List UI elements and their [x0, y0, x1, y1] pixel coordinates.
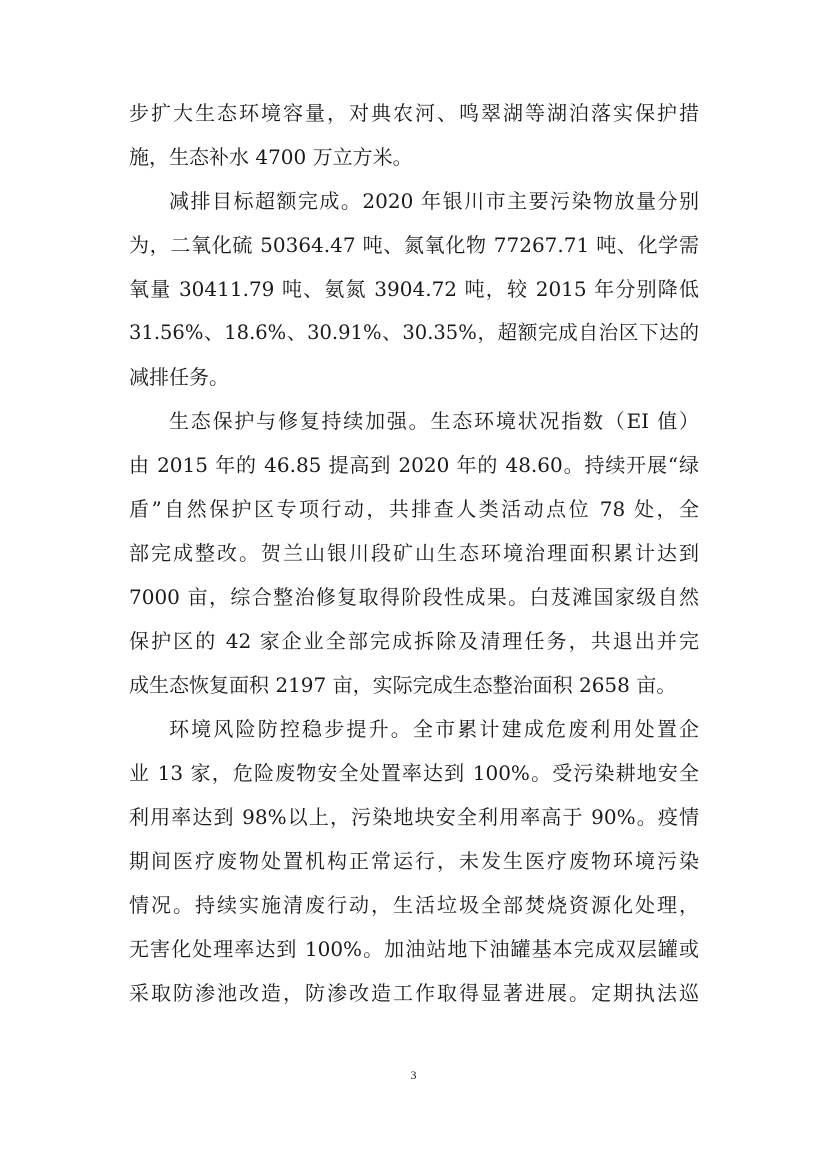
page-number: 3: [410, 1068, 417, 1082]
paragraph-3-line-6: 保护区的 42 家企业全部完成拆除及清理任务，共退出并完: [129, 629, 699, 653]
paragraph-3-line-5: 7000 亩，综合整治修复取得阶段性成果。白芨滩国家级自然: [129, 585, 699, 609]
paragraph-3-line-1: 生态保护与修复持续加强。生态环境状况指数（EI 值）: [169, 409, 699, 433]
paragraph-3-line-4: 部完成整改。贺兰山银川段矿山生态环境治理面积累计达到: [129, 541, 699, 565]
paragraph-1-line-1: 步扩大生态环境容量，对典农河、鸣翠湖等湖泊落实保护措: [129, 101, 699, 125]
paragraph-4-line-2: 业 13 家，危险废物安全处置率达到 100%。受污染耕地安全: [129, 761, 699, 785]
paragraph-2-line-1: 减排目标超额完成。2020 年银川市主要污染物放量分别: [169, 189, 699, 213]
paragraph-2-line-2: 为，二氧化硫 50364.47 吨、氮氧化物 77267.71 吨、化学需: [129, 233, 699, 257]
paragraph-3-line-2: 由 2015 年的 46.85 提高到 2020 年的 48.60。持续开展“绿: [129, 453, 699, 477]
paragraph-4-line-1: 环境风险防控稳步提升。全市累计建成危废利用处置企: [169, 717, 699, 741]
paragraph-2-line-5: 减排任务。: [129, 365, 229, 389]
paragraph-4-line-5: 情况。持续实施清废行动，生活垃圾全部焚烧资源化处理，: [129, 893, 699, 917]
paragraph-2-line-4: 31.56%、18.6%、30.91%、30.35%，超额完成自治区下达的: [129, 321, 699, 344]
paragraph-4-line-7: 采取防渗池改造，防渗改造工作取得显著进展。定期执法巡: [129, 981, 699, 1005]
paragraph-4-line-4: 期间医疗废物处置机构正常运行，未发生医疗废物环境污染: [129, 849, 699, 873]
paragraph-2-line-3: 氧量 30411.79 吨、氨氮 3904.72 吨，较 2015 年分别降低: [129, 277, 699, 301]
paragraph-4-line-3: 利用率达到 98%以上，污染地块安全利用率高于 90%。疫情: [129, 805, 699, 829]
paragraph-4-line-6: 无害化处理率达到 100%。加油站地下油罐基本完成双层罐或: [129, 937, 699, 961]
paragraph-3-line-3: 盾”自然保护区专项行动，共排查人类活动点位 78 处，全: [129, 497, 699, 521]
paragraph-1-line-2: 施，生态补水 4700 万立方米。: [129, 145, 413, 169]
paragraph-3-line-7: 成生态恢复面积 2197 亩，实际完成生态整治面积 2658 亩。: [129, 673, 677, 697]
